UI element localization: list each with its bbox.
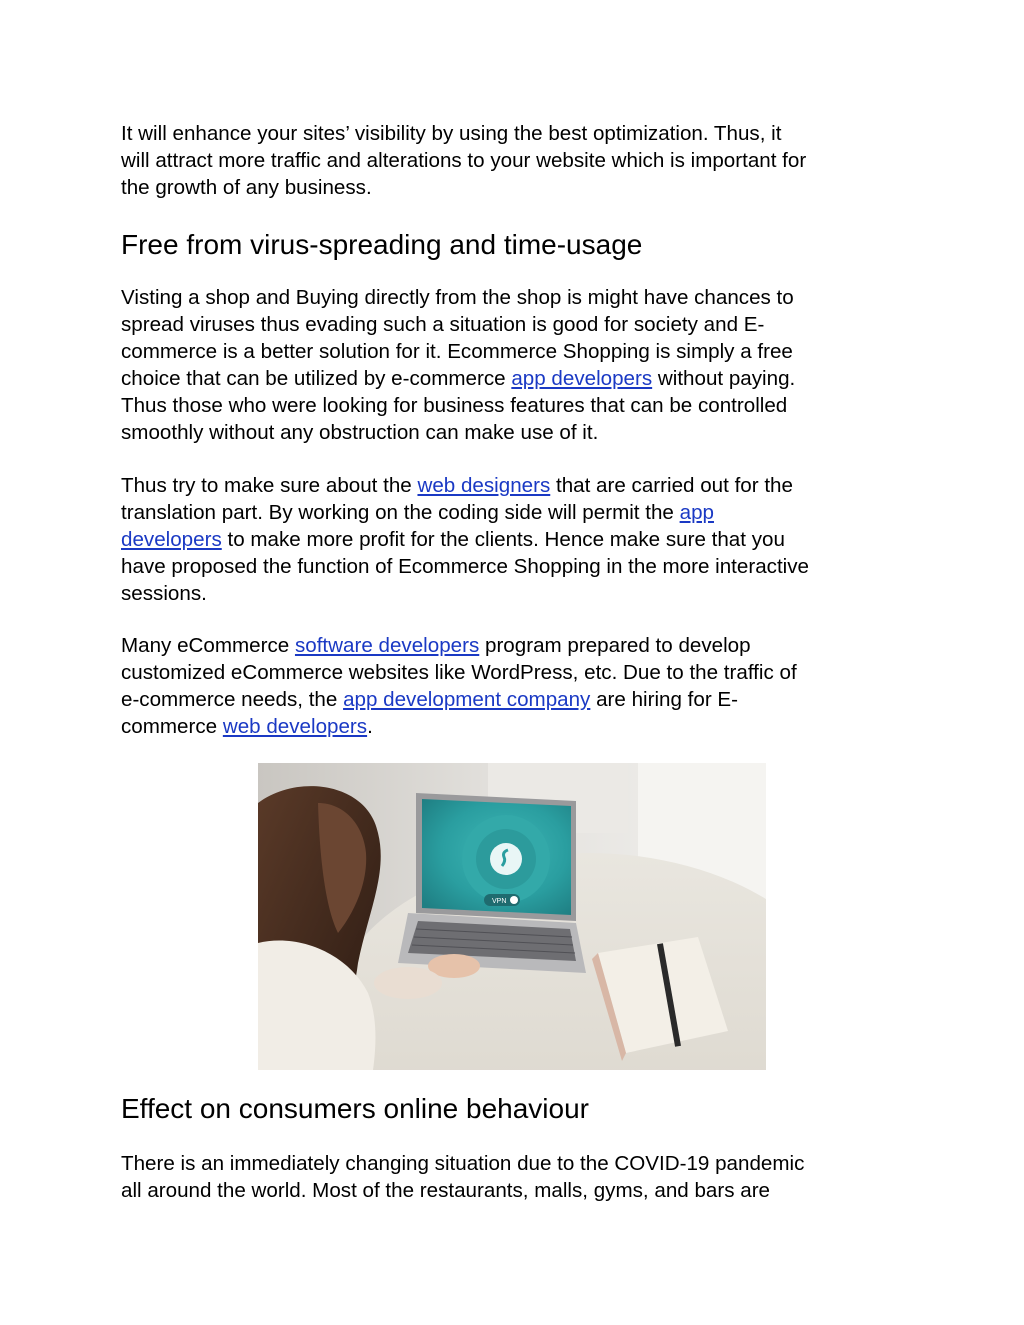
text-segment: Many eCommerce [121, 634, 295, 657]
text-line: the growth of any business. [121, 176, 372, 199]
text-line: will attract more traffic and alterations to your website which is important for [121, 149, 807, 172]
web-developers-link[interactable]: web developers [222, 715, 368, 738]
text-line: all around the world. Most of the restaurants, malls, gyms, and bars are [121, 1179, 771, 1202]
text-line: smoothly without any obstruction can make use of it. [121, 421, 599, 444]
text-line: It will enhance your sites’ visibility by using the best optimization. Thus, it [121, 122, 782, 145]
intro-paragraph [121, 120, 911, 201]
developers-paragraph [121, 632, 911, 740]
text-segment: commerce [121, 715, 223, 738]
virus-paragraph [121, 284, 911, 446]
text-segment: that are carried out for the [550, 474, 793, 497]
text-line [121, 365, 911, 392]
app-development-company-link[interactable]: app development company [343, 688, 591, 711]
text-line: Visting a shop and Buying directly from the shop is might have chances to [121, 286, 794, 309]
text-line [121, 713, 911, 740]
text-segment: are hiring for E- [590, 688, 739, 711]
designers-paragraph [121, 472, 911, 607]
software-developers-link[interactable]: software developers [294, 634, 480, 657]
text-line: There is an immediately changing situation due to the COVID-19 pandemic [121, 1152, 805, 1175]
app-developers-link-part1[interactable]: app [679, 501, 714, 524]
text-line: Thus those who were looking for business features that can be controlled [121, 394, 788, 417]
text-line [121, 632, 911, 659]
laptop-vpn-photo [258, 763, 766, 1070]
text-line [121, 499, 911, 526]
text-segment: e-commerce needs, the [121, 688, 344, 711]
behaviour-paragraph [121, 1150, 911, 1204]
text-line [121, 686, 911, 713]
section-heading-virus: Free from virus-spreading and time-usage [121, 229, 643, 260]
text-segment: to make more profit for the clients. Hence make sure that you [221, 528, 785, 551]
text-segment: choice that can be utilized by e-commerce [121, 367, 512, 390]
text-line: customized eCommerce websites like WordPress, etc. Due to the traffic of [121, 661, 797, 684]
vpn-badge-text: VPN [492, 898, 507, 905]
text-segment: Thus try to make sure about the [121, 474, 418, 497]
text-line: have proposed the function of Ecommerce Shopping in the more interactive [121, 555, 810, 578]
text-line: sessions. [121, 582, 207, 605]
text-segment: program prepared to develop [479, 634, 751, 657]
app-developers-link[interactable]: app developers [511, 367, 653, 390]
text-line: spread viruses thus evading such a situation is good for society and E- [121, 313, 765, 336]
text-segment: translation part. By working on the coding side will permit the [121, 501, 680, 524]
text-segment: without paying. [652, 367, 796, 390]
text-segment: . [367, 715, 373, 738]
text-line: commerce is a better solution for it. Ecommerce Shopping is simply a free [121, 340, 793, 363]
section-heading-behaviour: Effect on consumers online behaviour [121, 1093, 589, 1124]
text-line [121, 526, 911, 553]
web-designers-link[interactable]: web designers [417, 474, 551, 497]
text-line [121, 472, 911, 499]
app-developers-link-part2[interactable]: developers [121, 528, 222, 551]
